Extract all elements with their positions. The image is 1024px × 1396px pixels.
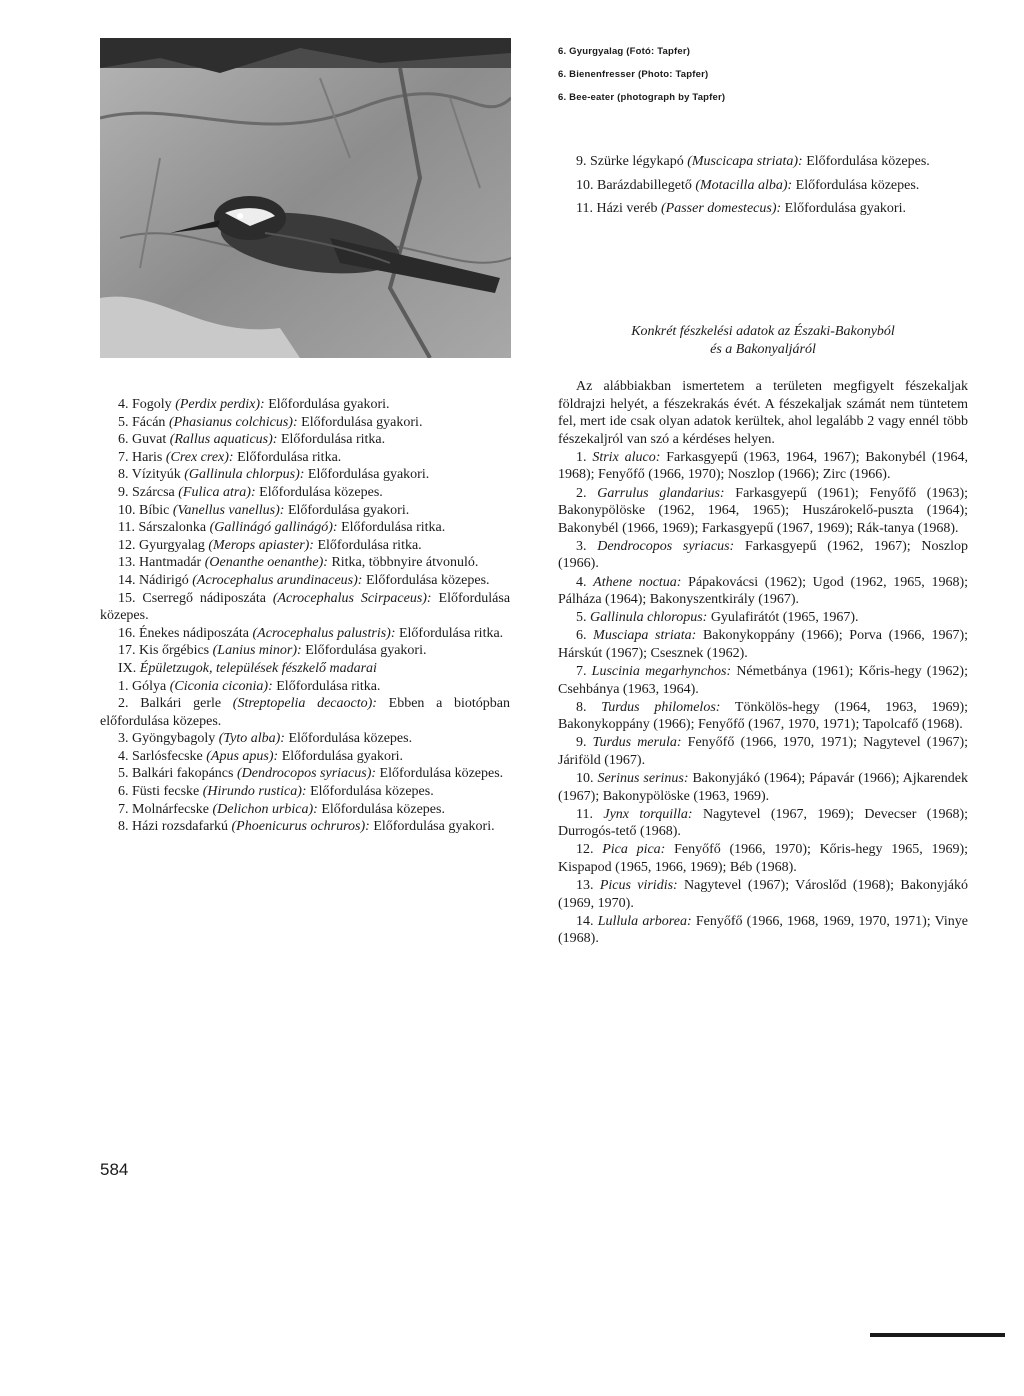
right-column-top-list xyxy=(558,153,968,224)
caption-hungarian: 6. Gyurgyalag (Fotó: Tapfer) xyxy=(558,46,691,57)
right-column-nest-records xyxy=(558,378,968,949)
bee-eater-photo xyxy=(100,38,511,358)
left-column-species-list xyxy=(100,396,510,836)
nest-record: 2. Garrulus glandarius: Farkasgyepű (1961); Fenyőfő (1963); Bakonypölöske (1962, 1964, 1965); Huszárokelő-puszta (1964); Bakonybél (1966, 1969); Farkasgyepű (1967, 1969); Rák-tanya (1968). xyxy=(558,485,969,536)
nest-record: 7. Luscinia megarhynchos: Németbánya (1961); Kőris-hegy (1962); Csehbánya (1963, 1964). xyxy=(558,664,968,697)
intro-paragraph: Az alábbiakban ismertetem a területen megfigyelt fészekaljak földrajzi helyét, a fészekrakás évét. A fészekaljak számát nem tüntetem fel, mert ide csak olyan adatok kerültek, ahol legalább 2 vagy ennél több fészekaljról van szó a kérdéses helyen. xyxy=(558,379,968,447)
nest-record: 12. Pica pica: Fenyőfő (1966, 1970); Kőris-hegy 1965, 1969); Kispapod (1965, 1966, 1969); Béb (1968). xyxy=(558,842,969,876)
species-item: 10. Bíbic (Vanellus vanellus): Előfordulása gyakori. xyxy=(118,502,410,518)
section-heading: Konkrét fészkelési adatok az Északi-Bakonyból és a Bakonyaljáról xyxy=(631,324,895,357)
nest-record: 1. Strix aluco: Farkasgyepű (1963, 1964, 1967); Bakonybél (1964, 1968); Fenyőfő (1966, 1970); Noszlop (1966); Zirc (1966). xyxy=(558,449,968,483)
species-item: 15. Cserregő nádiposzáta (Acrocephalus Scirpaceus): Előfordulása közepes. xyxy=(100,590,511,624)
photo-captions xyxy=(558,40,978,109)
nest-record: 6. Musciapa striata: Bakonykoppány (1966); Porva (1966, 1967); Hárskút (1967); Csesznek (1962). xyxy=(558,628,969,661)
species-item: 6. Füsti fecske (Hirundo rustica): Előfordulása közepes. xyxy=(118,784,434,800)
species-item: 16. Énekes nádiposzáta (Acrocephalus palustris): Előfordulása ritka. xyxy=(118,625,504,641)
species-item: 17. Kis őrgébics (Lanius minor): Előfordulása gyakori. xyxy=(118,643,427,659)
species-item: 8. Házi rozsdafarkú (Phoenicurus ochruros): Előfordulása gyakori. xyxy=(118,819,495,835)
bird-photo-icon xyxy=(100,38,511,358)
species-item: 9. Szárcsa (Fulica atra): Előfordulása közepes. xyxy=(118,484,383,500)
species-item: 8. Vízityúk (Gallinula chlorpus): Előfordulása gyakori. xyxy=(118,467,430,483)
species-item: 6. Guvat (Rallus aquaticus): Előfordulása ritka. xyxy=(118,432,386,448)
caption-german: 6. Bienenfresser (Photo: Tapfer) xyxy=(558,69,709,80)
species-item: 7. Molnárfecske (Delichon urbica): Előfordulása közepes. xyxy=(118,801,445,817)
species-item: 7. Haris (Crex crex): Előfordulása ritka. xyxy=(118,449,342,465)
section-ix-heading: IX. Épületzugok, települések fészkelő madarai xyxy=(118,660,377,676)
species-item: 1. Gólya (Ciconia ciconia): Előfordulása ritka. xyxy=(118,678,381,694)
species-item: 14. Nádirigó (Acrocephalus arundinaceus): Előfordulása közepes. xyxy=(118,572,490,588)
species-item: 4. Sarlósfecske (Apus apus): Előfordulása gyakori. xyxy=(118,748,403,764)
species-item: 2. Balkári gerle (Streptopelia decaocto): Ebben a biotópban előfordulása közepes. xyxy=(100,696,511,729)
nest-record: 4. Athene noctua: Pápakovácsi (1962); Ugod (1962, 1965, 1968); Pálháza (1964); Bakonyszentkirály (1967). xyxy=(558,574,969,608)
species-item: 5. Balkári fakopáncs (Dendrocopos syriacus): Előfordulása közepes. xyxy=(118,766,504,782)
nest-record: 10. Serinus serinus: Bakonyjákó (1964); Pápavár (1966); Ajkarendek (1967); Bakonypölöske (1963, 1969). xyxy=(558,771,968,804)
species-item: 3. Gyöngybagoly (Tyto alba): Előfordulása közepes. xyxy=(118,731,413,747)
nest-record: 3. Dendrocopos syriacus: Farkasgyepű (1962, 1967); Noszlop (1966). xyxy=(558,538,969,572)
nest-record: 9. Turdus merula: Fenyőfő (1966, 1970, 1971); Nagytevel (1967); Járiföld (1967). xyxy=(558,735,969,768)
species-item: 11. Sárszalonka (Gallinágó gallinágó): Előfordulása ritka. xyxy=(118,520,446,536)
species-item: 12. Gyurgyalag (Merops apiaster): Előfordulása ritka. xyxy=(118,537,422,553)
species-item: 5. Fácán (Phasianus colchicus): Előfordulása gyakori. xyxy=(118,414,423,430)
nest-record: 14. Lullula arborea: Fenyőfő (1966, 1968, 1969, 1970, 1971); Vinye (1968). xyxy=(558,913,968,947)
caption-english: 6. Bee-eater (photograph by Tapfer) xyxy=(558,92,726,103)
species-item: 9. Szürke légykapó (Muscicapa striata): Előfordulása közepes. xyxy=(576,154,930,169)
species-item: 4. Fogoly (Perdix perdix): Előfordulása gyakori. xyxy=(118,397,390,412)
bottom-rule xyxy=(870,1333,1005,1337)
page-number: 584 xyxy=(100,1160,129,1179)
nest-record: 11. Jynx torquilla: Nagytevel (1967, 1969); Devecser (1968); Durrogós-tető (1968). xyxy=(558,806,969,840)
species-item: 13. Hantmadár (Oenanthe oenanthe): Ritka, többnyire átvonuló. xyxy=(118,555,479,571)
species-item: 11. Házi veréb (Passer domestecus): Előfordulása gyakori. xyxy=(576,201,906,217)
nest-record: 5. Gallinula chloropus: Gyulafirátót (1965, 1967). xyxy=(576,610,859,626)
species-item: 10. Barázdabillegető (Motacilla alba): Előfordulása közepes. xyxy=(576,177,920,193)
nest-record: 8. Turdus philomelos: Tönkölös-hegy (1964, 1963, 1969); Bakonykoppány (1966); Fenyőfő (1967, 1970, 1971); Tapolcafő (1968). xyxy=(558,699,969,733)
nest-record: 13. Picus viridis: Nagytevel (1967); Városlőd (1968); Bakonyjákó (1969, 1970). xyxy=(558,878,969,911)
